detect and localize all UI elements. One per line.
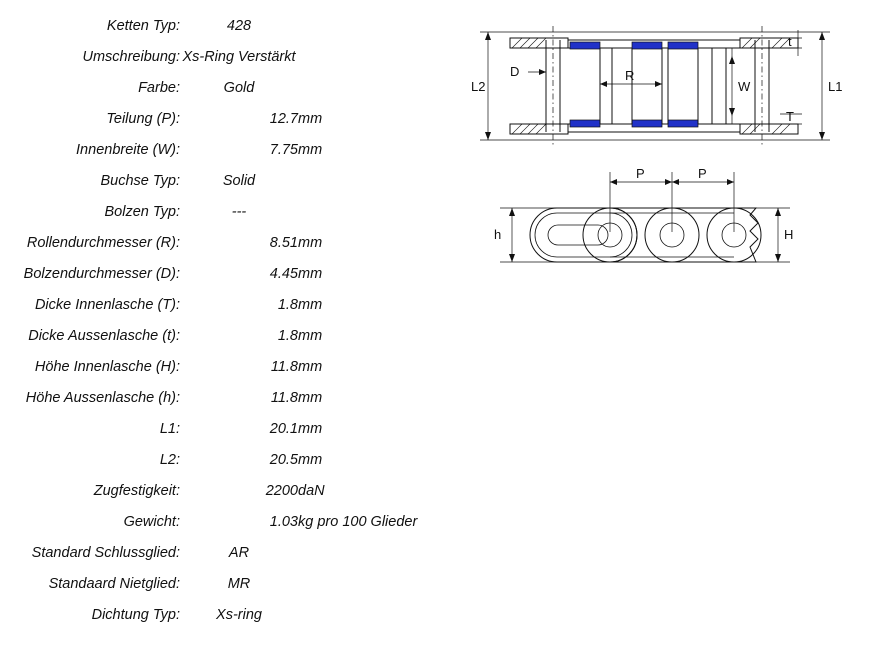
- table-row: [0, 568, 450, 599]
- spec-label: Zugfestigkeit:: [93, 482, 180, 499]
- spec-unit: daN: [298, 482, 325, 499]
- xring-bottom-2: [632, 120, 662, 127]
- table-row: [0, 320, 450, 351]
- spec-label: Buchse Typ:: [100, 172, 180, 189]
- spec-table: [0, 10, 450, 630]
- spec-unit: [298, 196, 450, 227]
- t-label: t: [788, 34, 792, 49]
- spec-label: Umschreibung:: [82, 48, 180, 65]
- spec-value: 12.7: [269, 110, 298, 127]
- xring-top-3: [668, 42, 698, 49]
- spec-label: Gewicht:: [123, 513, 180, 530]
- spec-label: Dichtung Typ:: [91, 606, 180, 623]
- spec-unit: [298, 599, 450, 630]
- spec-unit: mm: [298, 420, 323, 437]
- spec-value: Gold: [223, 79, 255, 96]
- spec-value: ---: [231, 203, 247, 220]
- spec-unit: kg pro 100 Glieder: [298, 513, 418, 530]
- plan-view: [494, 166, 793, 262]
- dimension-h: [494, 208, 560, 262]
- table-row: [0, 196, 450, 227]
- spec-value: 7.75: [269, 141, 298, 158]
- dimension-L1: [819, 32, 842, 140]
- spec-unit: [298, 72, 450, 103]
- spec-unit: [298, 568, 450, 599]
- chain-technical-drawing: [450, 0, 885, 665]
- spec-value: Xs-Ring Verstärkt: [182, 48, 296, 65]
- dimension-T: [780, 109, 802, 124]
- outer-plate-top-left: [510, 38, 568, 48]
- table-row: [0, 227, 450, 258]
- table-row: [0, 413, 450, 444]
- h-arrow-top: [509, 208, 515, 216]
- chain-specification-table: [0, 10, 450, 630]
- P1-arrow-right: [665, 179, 672, 185]
- R-arrow-left: [600, 81, 607, 87]
- table-row: [0, 599, 450, 630]
- dimension-W: [729, 48, 751, 124]
- H-label: H: [784, 227, 794, 242]
- drawing-svg: [450, 0, 885, 665]
- L1-label: L1: [828, 79, 843, 94]
- P2-arrow-left: [672, 179, 679, 185]
- xring-bottom-3: [668, 120, 698, 127]
- spec-label: L2:: [159, 451, 180, 468]
- spec-value: 1.03: [269, 513, 298, 530]
- spec-value: 1.8: [277, 296, 298, 313]
- section-view: [471, 26, 842, 146]
- D-arrow: [539, 69, 546, 75]
- dimension-R: [600, 68, 662, 87]
- link-plate-slot: [548, 225, 608, 245]
- spec-unit: mm: [298, 327, 323, 344]
- spec-label: Bolzendurchmesser (D):: [23, 265, 180, 282]
- spec-value: AR: [228, 544, 250, 561]
- outer-plate-bottom-left: [510, 124, 568, 134]
- P1-label: P: [636, 166, 645, 181]
- W-label: W: [738, 79, 751, 94]
- spec-label: Dicke Innenlasche (T):: [34, 296, 180, 313]
- W-arrow-bottom: [729, 108, 735, 116]
- spec-value: 8.51: [269, 234, 298, 251]
- spec-label: Höhe Innenlasche (H):: [34, 358, 180, 375]
- spec-label: Dicke Aussenlasche (t):: [28, 327, 180, 344]
- R-arrow-right: [655, 81, 662, 87]
- table-row: [0, 289, 450, 320]
- spec-value: Solid: [222, 172, 256, 189]
- H-arrow-bottom: [775, 254, 781, 262]
- W-arrow-top: [729, 56, 735, 64]
- table-row: [0, 134, 450, 165]
- T-label: T: [786, 109, 794, 124]
- dimension-H: [750, 208, 793, 262]
- table-row: [0, 258, 450, 289]
- spec-label: Ketten Typ:: [106, 17, 180, 34]
- spec-unit: [298, 165, 450, 196]
- spec-label: Höhe Aussenlasche (h):: [25, 389, 180, 406]
- spec-label: Teilung (P):: [106, 110, 180, 127]
- table-row: [0, 72, 450, 103]
- L2-arrow-bottom: [485, 132, 491, 140]
- spec-label: Farbe:: [138, 79, 180, 96]
- spec-value: 1.8: [277, 327, 298, 344]
- spec-label: L1:: [159, 420, 180, 437]
- table-row: [0, 103, 450, 134]
- table-row: [0, 165, 450, 196]
- spec-value: 20.5: [269, 451, 298, 468]
- spec-label: Standaard Nietglied:: [48, 575, 180, 592]
- dimension-D: [510, 64, 546, 79]
- roller-bush-assembly: [600, 48, 726, 124]
- table-row: [0, 506, 450, 537]
- xring-top-2: [632, 42, 662, 49]
- spec-label: Standard Schlussglied:: [31, 544, 180, 561]
- dimension-P: [610, 166, 734, 232]
- spec-label: Bolzen Typ:: [104, 203, 180, 220]
- spec-unit: mm: [298, 110, 323, 127]
- spec-value: 11.8: [270, 358, 298, 375]
- h-label: h: [494, 227, 502, 242]
- P1-arrow-left: [610, 179, 617, 185]
- spec-unit: mm: [298, 234, 323, 251]
- L2-arrow-top: [485, 32, 491, 40]
- spec-value: 20.1: [269, 420, 298, 437]
- table-row: [0, 10, 450, 41]
- xring-top-1: [570, 42, 600, 49]
- L1-arrow-top: [819, 32, 825, 40]
- D-label: D: [510, 64, 520, 79]
- L2-label: L2: [471, 79, 486, 94]
- table-row: [0, 382, 450, 413]
- table-row: [0, 41, 450, 72]
- spec-unit: mm: [298, 451, 323, 468]
- spec-unit: mm: [298, 296, 323, 313]
- P2-arrow-right: [727, 179, 734, 185]
- table-row: [0, 444, 450, 475]
- table-row: [0, 351, 450, 382]
- h-arrow-bottom: [509, 254, 515, 262]
- spec-label: Innenbreite (W):: [76, 141, 180, 158]
- spec-value: 11.8: [270, 389, 298, 406]
- spec-unit: mm: [298, 358, 323, 375]
- spec-unit: mm: [298, 389, 323, 406]
- xring-bottom-1: [570, 120, 600, 127]
- spec-unit: mm: [298, 265, 323, 282]
- spec-value: MR: [227, 575, 251, 592]
- R-label: R: [625, 68, 635, 83]
- spec-value: 4.45: [269, 265, 298, 282]
- spec-unit: [298, 537, 450, 568]
- L1-arrow-bottom: [819, 132, 825, 140]
- spec-unit: mm: [298, 141, 323, 158]
- spec-value: 428: [226, 17, 252, 34]
- P2-label: P: [698, 166, 707, 181]
- spec-value: 2200: [265, 482, 298, 499]
- table-row: [0, 537, 450, 568]
- table-row: [0, 475, 450, 506]
- H-arrow-top: [775, 208, 781, 216]
- spec-label: Rollendurchmesser (R):: [26, 234, 180, 251]
- dimension-L2: [471, 32, 491, 140]
- spec-value: Xs-ring: [216, 606, 262, 623]
- spec-unit: [298, 41, 450, 72]
- spec-unit: [298, 10, 450, 41]
- spec-table-body: [0, 10, 450, 630]
